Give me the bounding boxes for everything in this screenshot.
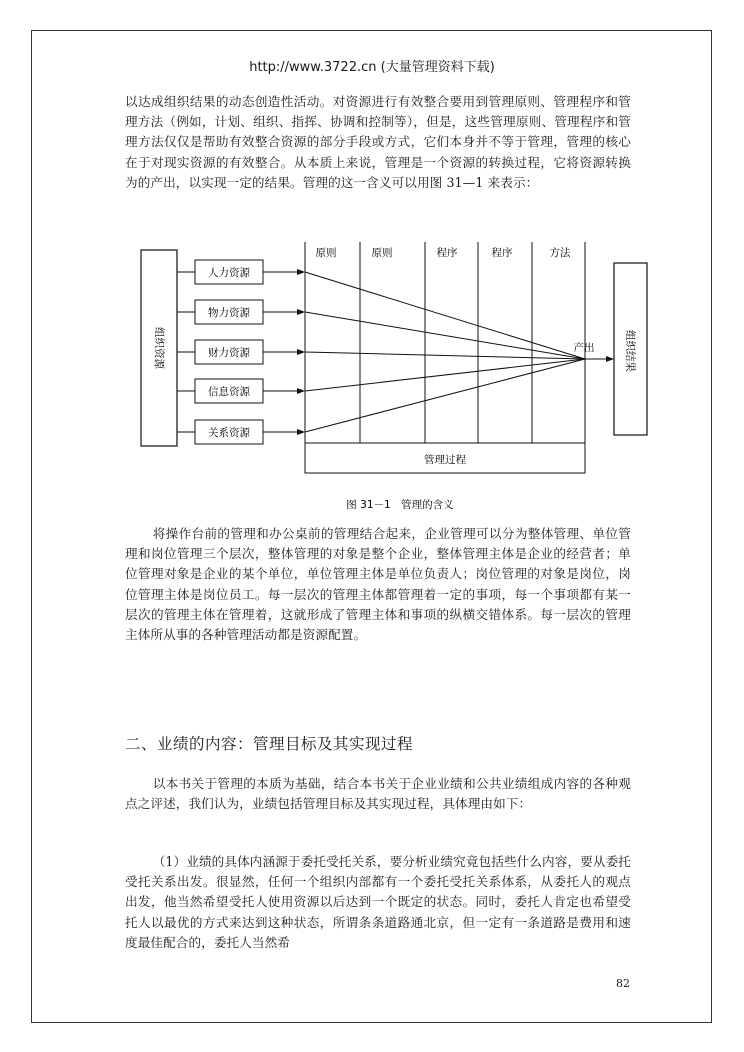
column-label-4: 程序 [491,247,513,259]
resource-information-label: 信息资源 [208,386,250,398]
paragraph-2: 将操作台前的管理和办公桌前的管理结合起来，企业管理可以分为整体管理、单位管理和岗位管理三个层次，整体管理的对象是整个企业，整体管理主体是企业的经营者；单位管理对象是企业的某个单位，单位管理主体是单位负责人；岗位管理的对象是岗位，岗位管理主体是岗位员工。每一层次的管理主体都管理着一定的事项，每一个事项都有某一层次的管理主体在管理着，这就形成了管理主体和事项的纵横交错体系。每一层次的管理主体所从事的各种管理活动都是资源配置。 [125,526,631,643]
section-heading: 二、业绩的内容：管理目标及其实现过程 [125,735,414,753]
output-label: 产出 [573,342,595,354]
resource-financial [195,340,263,364]
right-box-label: 组织结果 [624,330,636,372]
page-header [0,56,744,75]
resource-human [195,260,263,284]
column-label-3: 程序 [436,247,458,259]
column-label-5: 方法 [549,247,571,259]
column-label-1: 原则 [315,247,337,259]
paragraph-3: 以本书关于管理的本质为基础，结合本书关于企业业绩和公共业绩组成内容的各种观点之评述，我们认为，业绩包括管理目标及其实现过程，具体理由如下： [125,776,631,812]
resource-material-label: 物力资源 [208,307,250,319]
page-number: 82 [616,977,630,990]
converging-lines [305,272,585,432]
header-url[interactable]: http://www.3722.cn [249,60,377,75]
resource-financial-label: 财力资源 [208,347,250,359]
process-columns [305,242,585,443]
header-note: (大量管理资料下载) [376,60,495,75]
paragraph-4: （1）业绩的具体内涵源于委托受托关系，要分析业绩究竟包括些什么内容，要从委托受托关系出发。很显然，任何一个组织内部都有一个委托受托关系体系，从委托人的观点出发，他当然希望受托人使用资源以后达到一个既定的状态。同时，委托人肯定也希望受托人以最优的方式来达到这种状态，所谓条条道路通北京，但一定有一条道路是费用和速度最佳配合的，委托人当然希 [125,854,631,950]
resource-relationship-label: 关系资源 [208,427,250,439]
resource-relationship [195,420,263,444]
column-label-2: 原则 [371,247,393,259]
resource-human-label: 人力资源 [208,267,250,279]
process-label: 管理过程 [424,454,466,466]
paragraph-1: 以达成组织结果的动态创造性活动。对资源进行有效整合要用到管理原则、管理程序和管理方法（例如，计划、组织、指挥、协调和控制等），但是，这些管理原则、管理程序和管理方法仅仅是帮助有效整合资源的部分手段或方式，它们本身并不等于管理，管理的核心在于对现实资源的有效整合。从本质上来说，管理是一个资源的转换过程，它将资源转换为的产出，以实现一定的结果。管理的这一含义可以用图 31—1 来表示： [125,94,631,190]
figure-caption: 图 31－1 管理的含义 [346,499,454,511]
left-box-label: 组织资源 [153,327,165,369]
resource-material [195,300,263,324]
resource-information [195,379,263,403]
figure-31-1 [0,230,744,530]
